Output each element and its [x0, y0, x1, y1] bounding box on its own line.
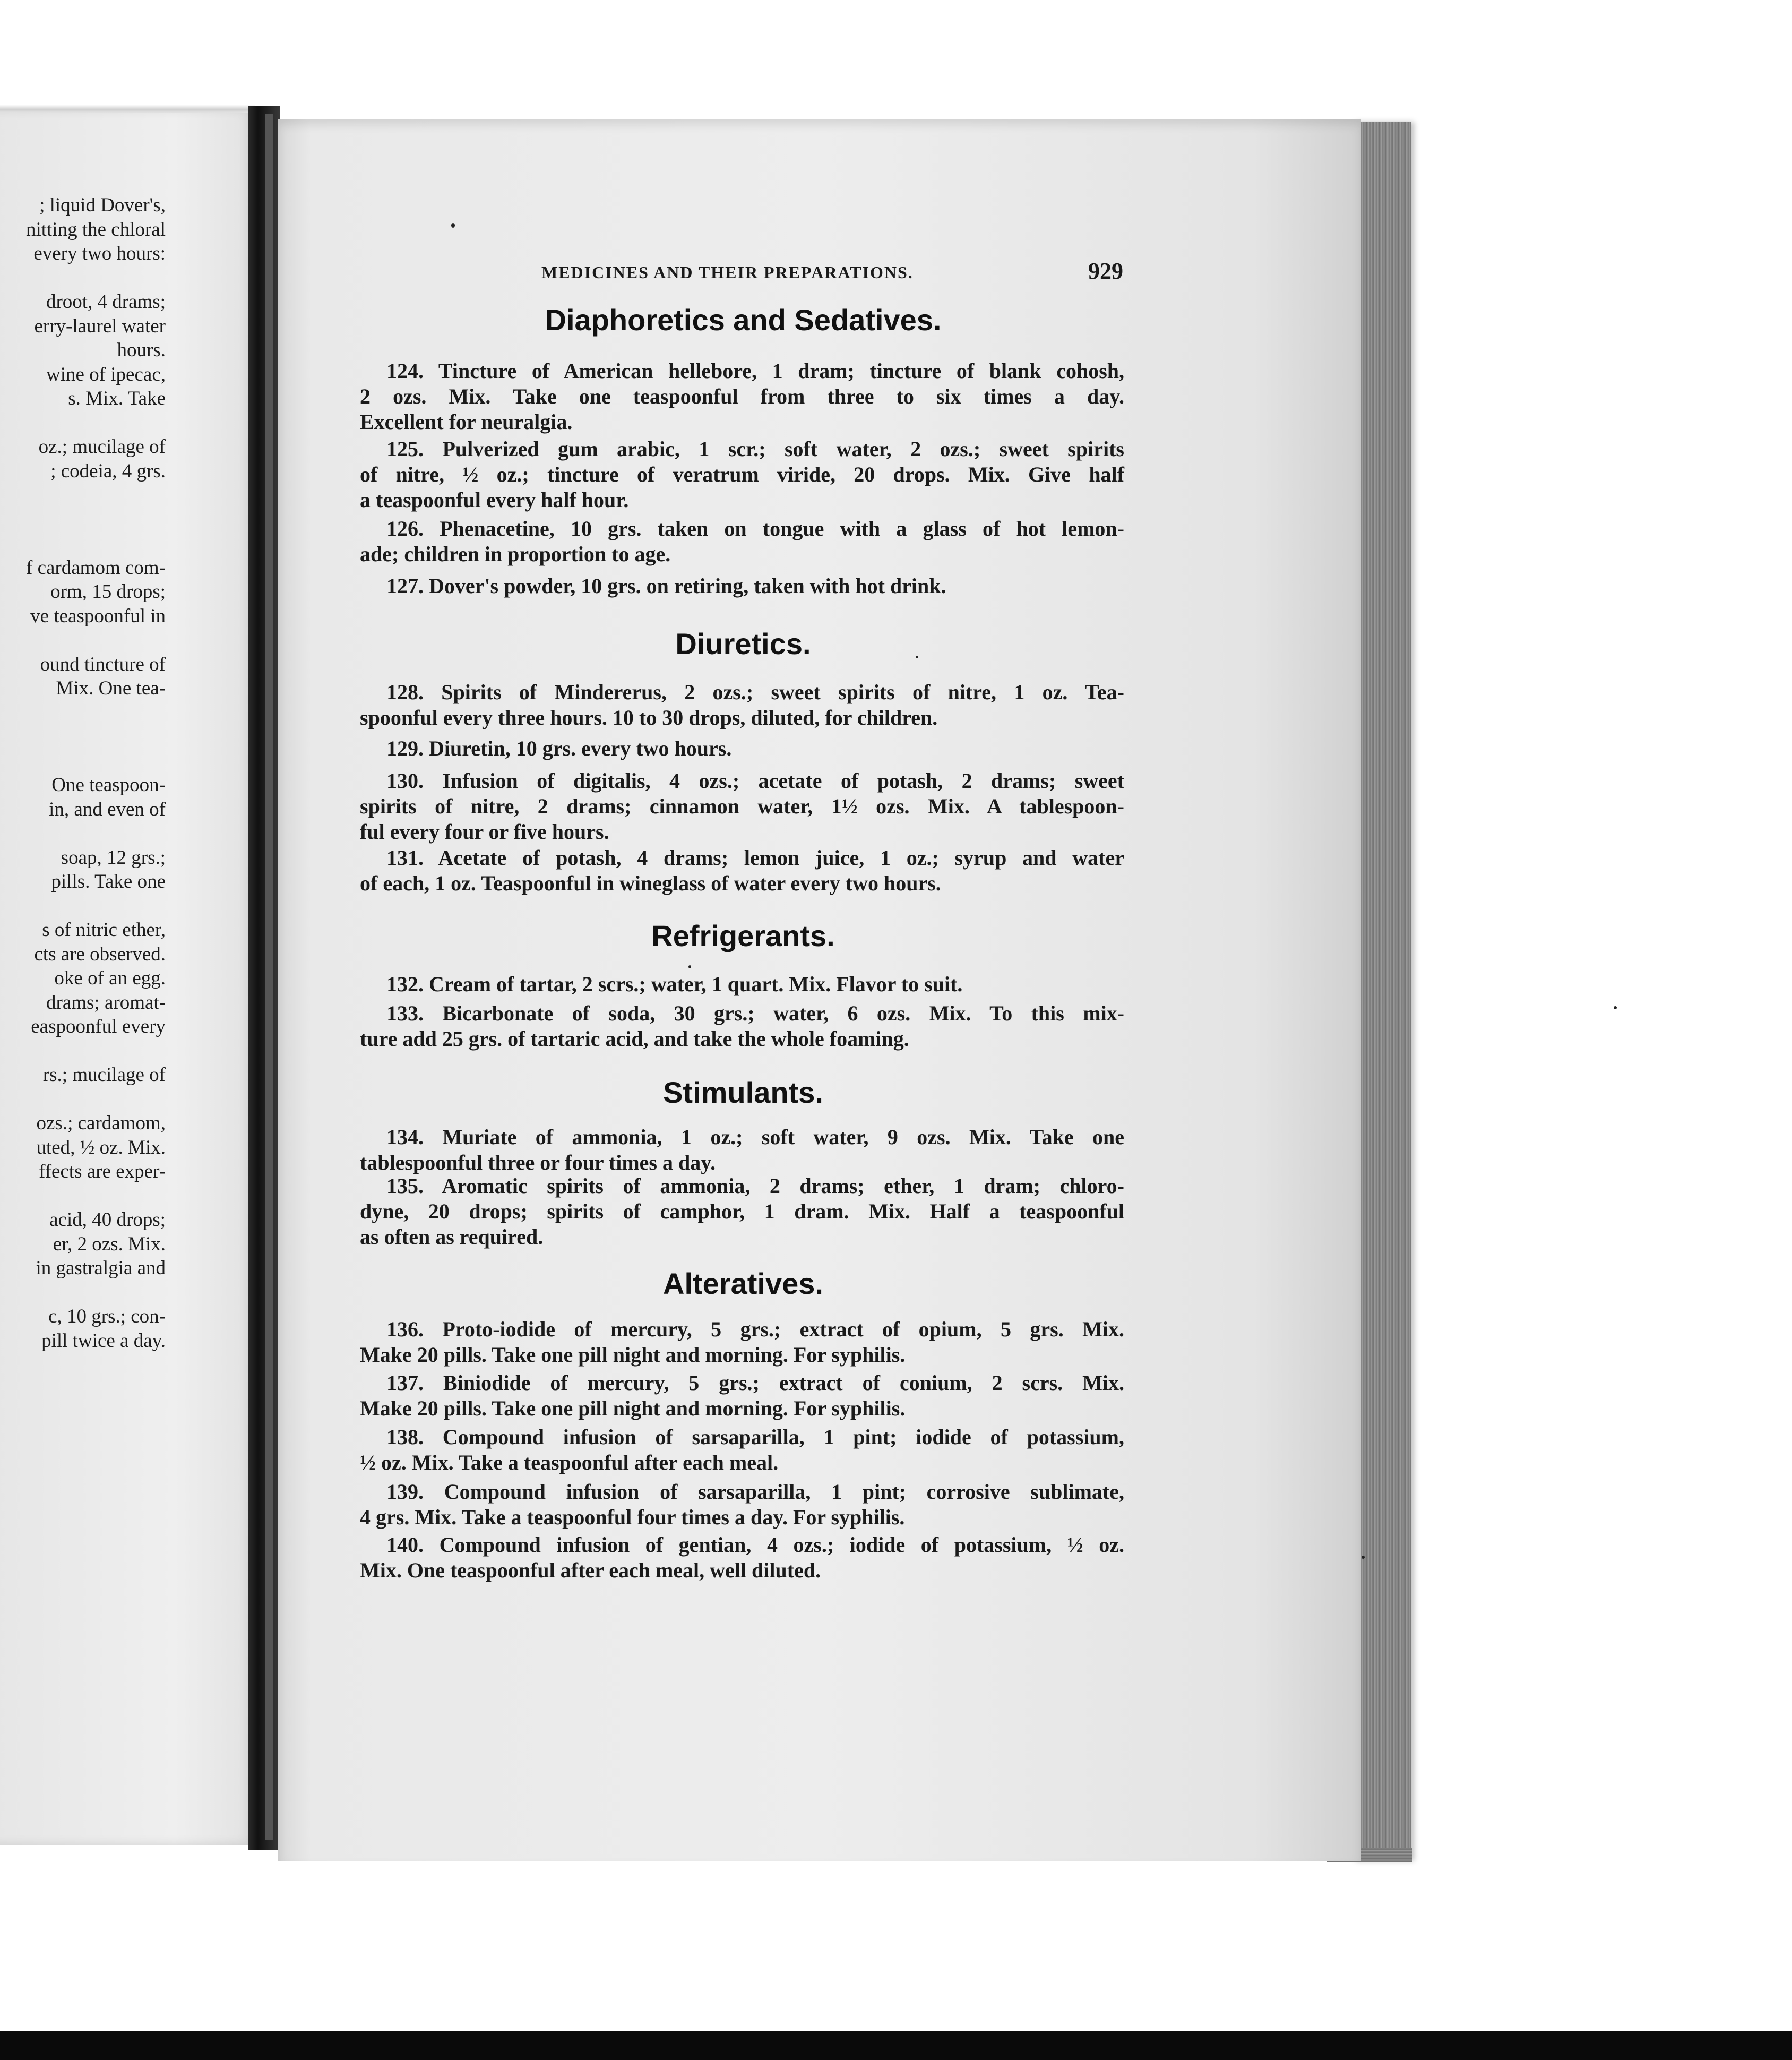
left-page-line: ound tincture of: [40, 653, 166, 675]
dust-speck: [688, 965, 691, 968]
recipe-line: Excellent for neuralgia.: [360, 410, 573, 434]
recipe-line: spirits of nitre, 2 drams; cinnamon water, 1½ ozs. Mix. A tablespoon-: [360, 794, 1124, 818]
left-page-line: oz.; mucilage of: [38, 436, 166, 458]
recipe-entry: [360, 1370, 1124, 1421]
recipe-entry: [360, 358, 1124, 435]
recipe-line: ½ oz. Mix. Take a teaspoonful after each meal.: [360, 1450, 779, 1474]
recipe-line: 139. Compound infusion of sarsaparilla, 1 pint; corrosive sublimate,: [386, 1480, 1124, 1504]
recipe-line: a teaspoonful every half hour.: [360, 488, 629, 512]
left-page-line: c, 10 grs.; con-: [48, 1306, 166, 1327]
recipe-line: 130. Infusion of digitalis, 4 ozs.; acetate of potash, 2 drams; sweet: [386, 769, 1124, 793]
recipe-line: 133. Bicarbonate of soda, 30 grs.; water, 6 ozs. Mix. To this mix-: [386, 1001, 1124, 1025]
left-page-line: cts are observed.: [34, 943, 166, 965]
left-page-line: rs.; mucilage of: [42, 1064, 166, 1086]
left-page-line: easpoonful every: [31, 1016, 166, 1037]
left-page-line: er, 2 ozs. Mix.: [53, 1233, 166, 1255]
recipe-line: Make 20 pills. Take one pill night and morning. For syphilis.: [360, 1343, 906, 1367]
dust-speck: [916, 656, 918, 658]
recipe-line: 138. Compound infusion of sarsaparilla, 1 pint; iodide of potassium,: [386, 1425, 1124, 1449]
left-page-line: ozs.; cardamom,: [36, 1112, 166, 1134]
left-page-line: s. Mix. Take: [68, 388, 166, 409]
left-page-line: wine of ipecac,: [46, 363, 166, 385]
recipe-line: 131. Acetate of potash, 4 drams; lemon juice, 1 oz.; syrup and water: [386, 846, 1124, 870]
left-page-line: pill twice a day.: [41, 1329, 166, 1352]
recipe-line: spoonful every three hours. 10 to 30 drops, diluted, for children.: [360, 706, 938, 729]
left-page-line: erry-laurel water: [34, 315, 166, 337]
left-page-line: droot, 4 drams;: [46, 291, 166, 313]
left-page-line: oke of an egg.: [54, 967, 166, 989]
recipe-entry: [360, 1173, 1124, 1250]
recipe-entry: [360, 1532, 1124, 1583]
recipe-line: Mix. One teaspoonful after each meal, well diluted.: [360, 1558, 821, 1582]
dust-speck: [451, 223, 455, 228]
recipe-line: dyne, 20 drops; spirits of camphor, 1 dram. Mix. Half a teaspoonful: [360, 1199, 1124, 1223]
gutter-shadow: [265, 114, 273, 1840]
left-page-line: s of nitric ether,: [42, 919, 166, 941]
recipe-line: ade; children in proportion to age.: [360, 542, 671, 566]
recipe-line: 127. Dover's powder, 10 grs. on retiring, taken with hot drink.: [386, 574, 946, 598]
left-page-line: in gastralgia and: [36, 1257, 166, 1279]
recipe-entry: [360, 1317, 1124, 1368]
recipe-entry: [360, 768, 1124, 845]
recipe-entry: [360, 516, 1124, 567]
recipe-line: 4 grs. Mix. Take a teaspoonful four times a day. For syphilis.: [360, 1505, 905, 1529]
recipe-line: ful every four or five hours.: [360, 820, 609, 844]
left-page-line: ve teaspoonful in: [30, 605, 166, 627]
recipe-line: 140. Compound infusion of gentian, 4 ozs.; iodide of potassium, ½ oz.: [386, 1533, 1124, 1557]
left-page: [0, 109, 255, 1845]
left-page-line: pills. Take one: [51, 871, 166, 892]
recipe-line: 134. Muriate of ammonia, 1 oz.; soft water, 9 ozs. Mix. Take one: [386, 1125, 1124, 1149]
left-page-line: uted, ½ oz. Mix.: [36, 1136, 166, 1158]
left-page-line: orm, 15 drops;: [50, 581, 166, 603]
recipe-entry: [360, 1424, 1124, 1475]
recipe-line: as often as required.: [360, 1225, 544, 1249]
section-title: Diuretics.: [675, 627, 811, 660]
left-page-line: f cardamom com-: [26, 556, 166, 579]
recipe-entry: [360, 736, 1124, 761]
page-block-edges: [1352, 122, 1411, 1861]
recipe-line: 124. Tincture of American hellebore, 1 dram; tincture of blank cohosh,: [386, 359, 1124, 383]
dust-speck: [1614, 1006, 1617, 1009]
section-title: Refrigerants.: [651, 919, 835, 952]
left-page-line: every two hours:: [33, 243, 166, 264]
recipe-line: 128. Spirits of Mindererus, 2 ozs.; sweet spirits of nitre, 1 oz. Tea-: [386, 680, 1124, 704]
recipe-entry: [360, 1001, 1124, 1052]
recipe-entry: [360, 1125, 1124, 1175]
recipe-line: ture add 25 grs. of tartaric acid, and take the whole foaming.: [360, 1027, 909, 1051]
page-number: 929: [1088, 258, 1123, 284]
recipe-entry: [360, 436, 1124, 513]
left-page-line: in, and even of: [49, 798, 166, 820]
recipe-entry: [360, 680, 1124, 731]
recipe-line: of nitre, ½ oz.; tincture of veratrum viride, 20 drops. Mix. Give half: [360, 462, 1124, 486]
left-page-line: Mix. One tea-: [56, 677, 166, 699]
left-page-line: nitting the chloral: [25, 218, 166, 241]
left-page-line: soap, 12 grs.;: [61, 846, 166, 869]
running-head: MEDICINES AND THEIR PREPARATIONS.: [541, 263, 914, 282]
left-page-line: One teaspoon-: [51, 774, 166, 796]
recipe-line: tablespoonful three or four times a day.: [360, 1151, 716, 1174]
recipe-entry: [360, 972, 1124, 997]
recipe-entry: [360, 573, 1124, 599]
recipe-line: 136. Proto-iodide of mercury, 5 grs.; extract of opium, 5 grs. Mix.: [386, 1317, 1124, 1341]
recipe-line: of each, 1 oz. Teaspoonful in wineglass of water every two hours.: [360, 871, 941, 895]
left-page-line: hours.: [117, 339, 166, 361]
recipe-entry: [360, 1479, 1124, 1530]
recipe-line: Make 20 pills. Take one pill night and morning. For syphilis.: [360, 1396, 906, 1420]
recipe-line: 2 ozs. Mix. Take one teaspoonful from three to six times a day.: [360, 384, 1124, 408]
left-page-line: ; liquid Dover's,: [39, 194, 166, 216]
left-page-line: ; codeia, 4 grs.: [50, 460, 166, 482]
section-title: Stimulants.: [663, 1076, 823, 1109]
recipe-entry: [360, 845, 1124, 896]
dust-speck: [1362, 1556, 1365, 1559]
recipe-line: 137. Biniodide of mercury, 5 grs.; extract of conium, 2 scrs. Mix.: [386, 1371, 1124, 1395]
recipe-line: 135. Aromatic spirits of ammonia, 2 drams; ether, 1 dram; chloro-: [386, 1174, 1124, 1198]
recipe-line: 129. Diuretin, 10 grs. every two hours.: [386, 736, 732, 760]
left-page-top-edge: [0, 105, 255, 113]
recipe-line: 125. Pulverized gum arabic, 1 scr.; soft water, 2 ozs.; sweet spirits: [386, 437, 1124, 461]
book-gutter: [248, 106, 280, 1850]
left-page-line: ffects are exper-: [39, 1161, 166, 1182]
scan-bottom-border: [0, 2031, 1792, 2060]
recipe-line: 126. Phenacetine, 10 grs. taken on tongue with a glass of hot lemon-: [386, 517, 1124, 540]
section-title: Alteratives.: [663, 1267, 823, 1300]
section-title: Diaphoretics and Sedatives.: [545, 303, 942, 337]
left-page-line: acid, 40 drops;: [49, 1209, 166, 1231]
recipe-line: 132. Cream of tartar, 2 scrs.; water, 1 quart. Mix. Flavor to suit.: [386, 972, 963, 996]
left-page-line: drams; aromat-: [46, 991, 166, 1014]
